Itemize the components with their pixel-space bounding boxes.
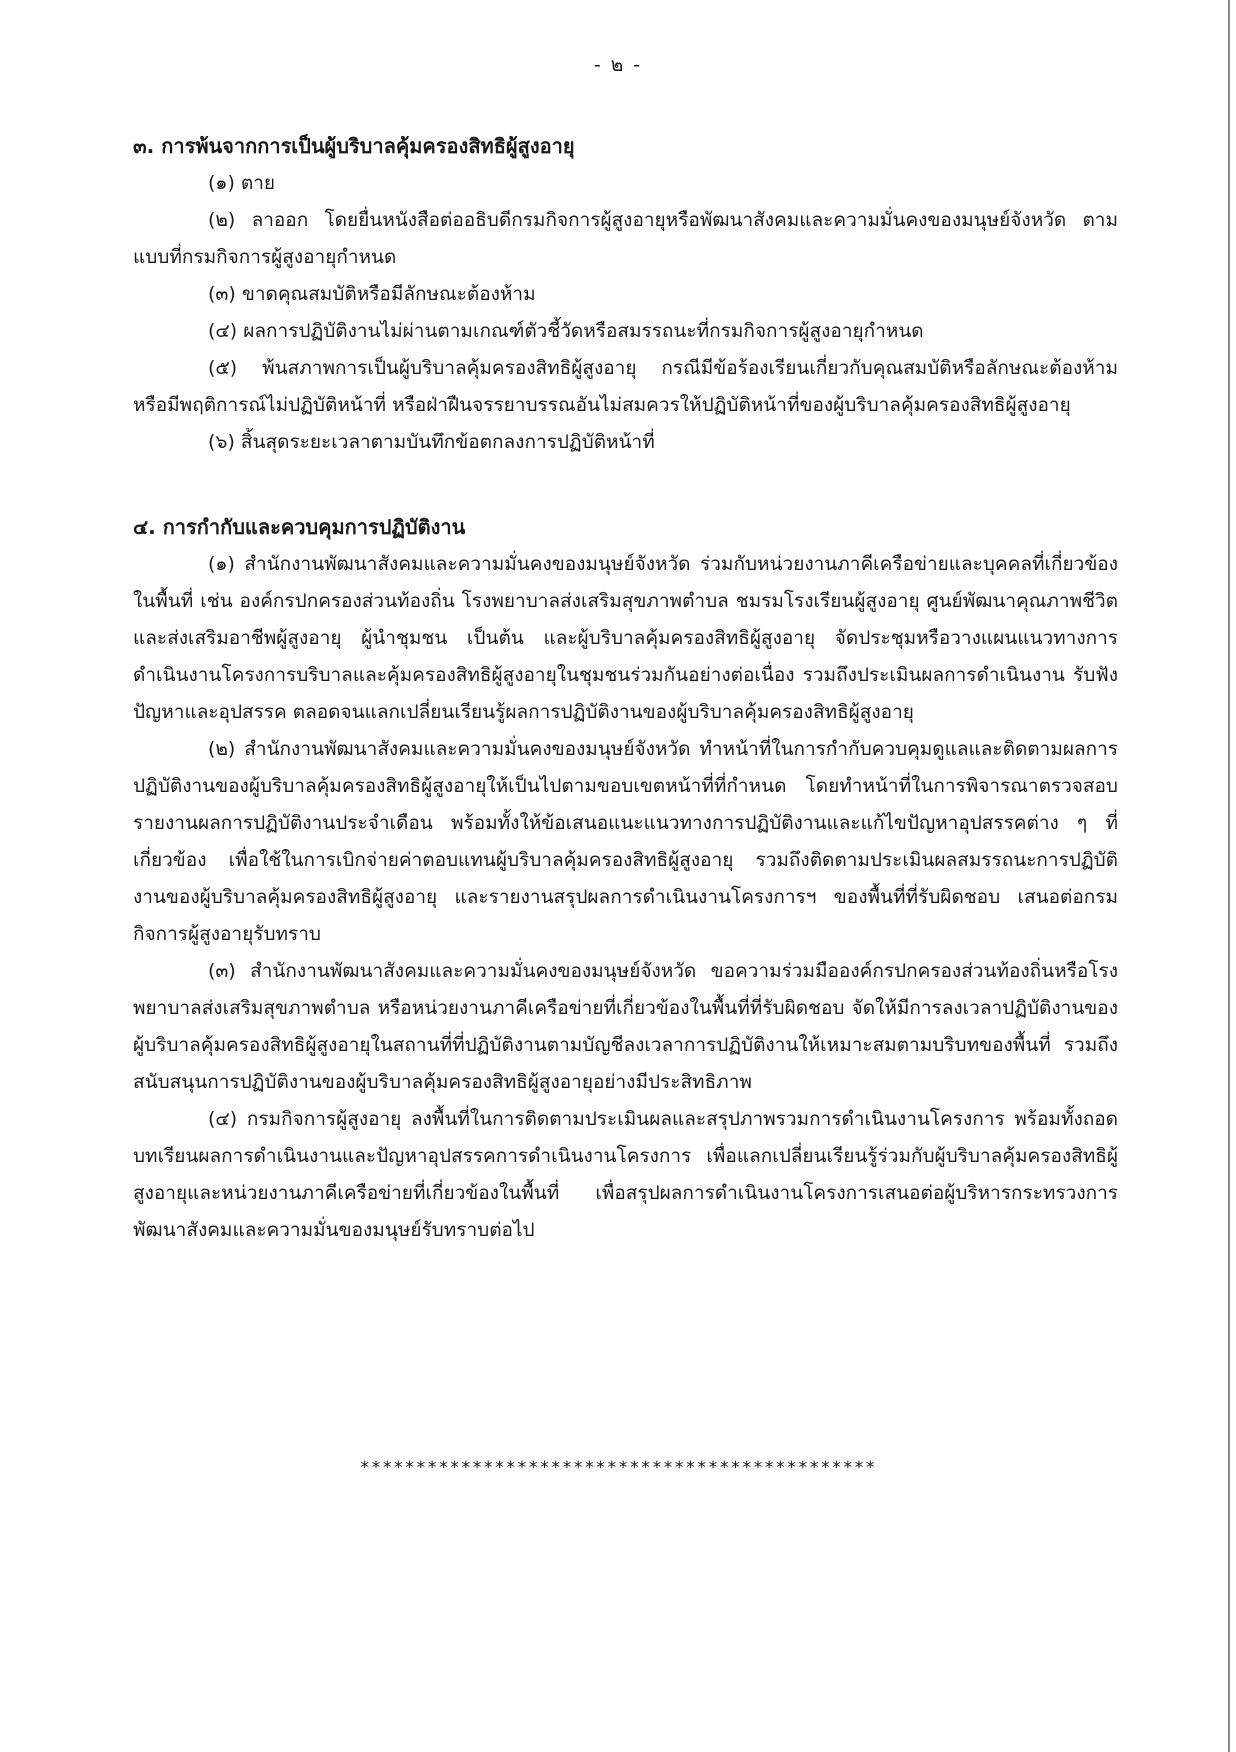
section-3: [133, 128, 1118, 461]
section-3-title: ๓. การพ้นจากการเป็นผู้บริบาลคุ้มครองสิทธิผู้สูงอายุ: [133, 134, 575, 158]
section-3-item-1: (๑) ตาย: [208, 172, 276, 194]
section-4: [133, 509, 1118, 1249]
document-body: [133, 128, 1118, 1249]
section-4-item-4: (๔) กรมกิจการผู้สูงอายุ ลงพื้นที่ในการติดตามประเมินผลและสรุปภาพรวมการดำเนินงานโครงการ พร้อมทั้งถอดบทเรียนผลการดำเนินงานและปัญหาอุปสรรคการดำเนินงานโครงการ เพื่อแลกเปลี่ยนเรียนรู้ร่วมกับผู้บริบาลคุ้มครองสิทธิผู้สูงอายุและหน่วยงานภาคีเครือข่ายที่เกี่ยวข้องในพื้นที่ เพื่อสรุปผลการดำเนินงานโครงการเสนอต่อผู้บริหารกระทรวงการพัฒนาสังคมและความมั่นของมนุษย์รับทราบต่อไป: [133, 1108, 1118, 1241]
section-3-item-2: (๒) ลาออก โดยยื่นหนังสือต่ออธิบดีกรมกิจการผู้สูงอายุหรือพัฒนาสังคมและความมั่นคงของมนุษย์จังหวัด ตามแบบที่กรมกิจการผู้สูงอายุกำหนด: [133, 209, 1118, 268]
section-4-title: ๔. การกำกับและควบคุมการปฏิบัติงาน: [133, 515, 466, 539]
section-3-item-6: (๖) สิ้นสุดระยะเวลาตามบันทึกข้อตกลงการปฏิบัติหน้าที่: [208, 431, 655, 453]
end-divider: **********************************************: [359, 1458, 877, 1478]
page-number: - ๒ -: [593, 54, 643, 76]
section-4-item-1: (๑) สำนักงานพัฒนาสังคมและความมั่นคงของมนุษย์จังหวัด ร่วมกับหน่วยงานภาคีเครือข่ายและบุคคลที่เกี่ยวข้องในพื้นที่ เช่น องค์กรปกครองส่วนท้องถิ่น โรงพยาบาลส่งเสริมสุขภาพตำบล ชมรมโรงเรียนผู้สูงอายุ ศูนย์พัฒนาคุณภาพชีวิตและส่งเสริมอาชีพผู้สูงอายุ ผู้นำชุมชน เป็นต้น และผู้บริบาลคุ้มครองสิทธิผู้สูงอายุ จัดประชุมหรือวางแผนแนวทางการดำเนินงานโครงการบริบาลและคุ้มครองสิทธิผู้สูงอายุในชุมชนร่วมกันอย่างต่อเนื่อง รวมถึงประเมินผลการดำเนินงาน รับฟังปัญหาและอุปสรรค ตลอดจนแลกเปลี่ยนเรียนรู้ผลการปฏิบัติงานของผู้บริบาลคุ้มครองสิทธิผู้สูงอายุ: [133, 553, 1118, 723]
section-4-item-3: (๓) สำนักงานพัฒนาสังคมและความมั่นคงของมนุษย์จังหวัด ขอความร่วมมือองค์กรปกครองส่วนท้องถิ่นหรือโรงพยาบาลส่งเสริมสุขภาพตำบล หรือหน่วยงานภาคีเครือข่ายที่เกี่ยวข้องในพื้นที่ที่รับผิดชอบ จัดให้มีการลงเวลาปฏิบัติงานของผู้บริบาลคุ้มครองสิทธิผู้สูงอายุในสถานที่ที่ปฏิบัติงานตามบัญชีลงเวลาการปฏิบัติงานให้เหมาะสมตามบริบทของพื้นที่ รวมถึงสนับสนุนการปฏิบัติงานของผู้บริบาลคุ้มครองสิทธิผู้สูงอายุอย่างมีประสิทธิภาพ: [133, 960, 1118, 1093]
section-3-item-5: (๕) พ้นสภาพการเป็นผู้บริบาลคุ้มครองสิทธิผู้สูงอายุ กรณีมีข้อร้องเรียนเกี่ยวกับคุณสมบัติหรือลักษณะต้องห้าม หรือมีพฤติการณ์ไม่ปฏิบัติหน้าที่ หรือฝ่าฝืนจรรยาบรรณอันไม่สมควรให้ปฏิบัติหน้าที่ของผู้บริบาลคุ้มครองสิทธิผู้สูงอายุ: [133, 357, 1118, 416]
section-3-item-3: (๓) ขาดคุณสมบัติหรือมีลักษณะต้องห้าม: [208, 283, 536, 305]
section-4-item-2: (๒) สำนักงานพัฒนาสังคมและความมั่นคงของมนุษย์จังหวัด ทำหน้าที่ในการกำกับควบคุมดูแลและติดตามผลการปฏิบัติงานของผู้บริบาลคุ้มครองสิทธิผู้สูงอายุให้เป็นไปตามขอบเขตหน้าที่ที่กำหนด โดยทำหน้าที่ในการพิจารณาตรวจสอบรายงานผลการปฏิบัติงานประจำเดือน พร้อมทั้งให้ข้อเสนอแนะแนวทางการปฏิบัติงานและแก้ไขปัญหาอุปสรรคต่าง ๆ ที่เกี่ยวข้อง เพื่อใช้ในการเบิกจ่ายค่าตอบแทนผู้บริบาลคุ้มครองสิทธิผู้สูงอายุ รวมถึงติดตามประเมินผลสมรรถนะการปฏิบัติงานของผู้บริบาลคุ้มครองสิทธิผู้สูงอายุ และรายงานสรุปผลการดำเนินงานโครงการฯ ของพื้นที่ที่รับผิดชอบ เสนอต่อกรมกิจการผู้สูงอายุรับทราบ: [133, 738, 1118, 945]
page-edge-line: [1228, 0, 1230, 1752]
section-3-item-4: (๔) ผลการปฏิบัติงานไม่ผ่านตามเกณฑ์ตัวชี้วัดหรือสมรรถนะที่กรมกิจการผู้สูงอายุกำหนด: [208, 320, 924, 342]
